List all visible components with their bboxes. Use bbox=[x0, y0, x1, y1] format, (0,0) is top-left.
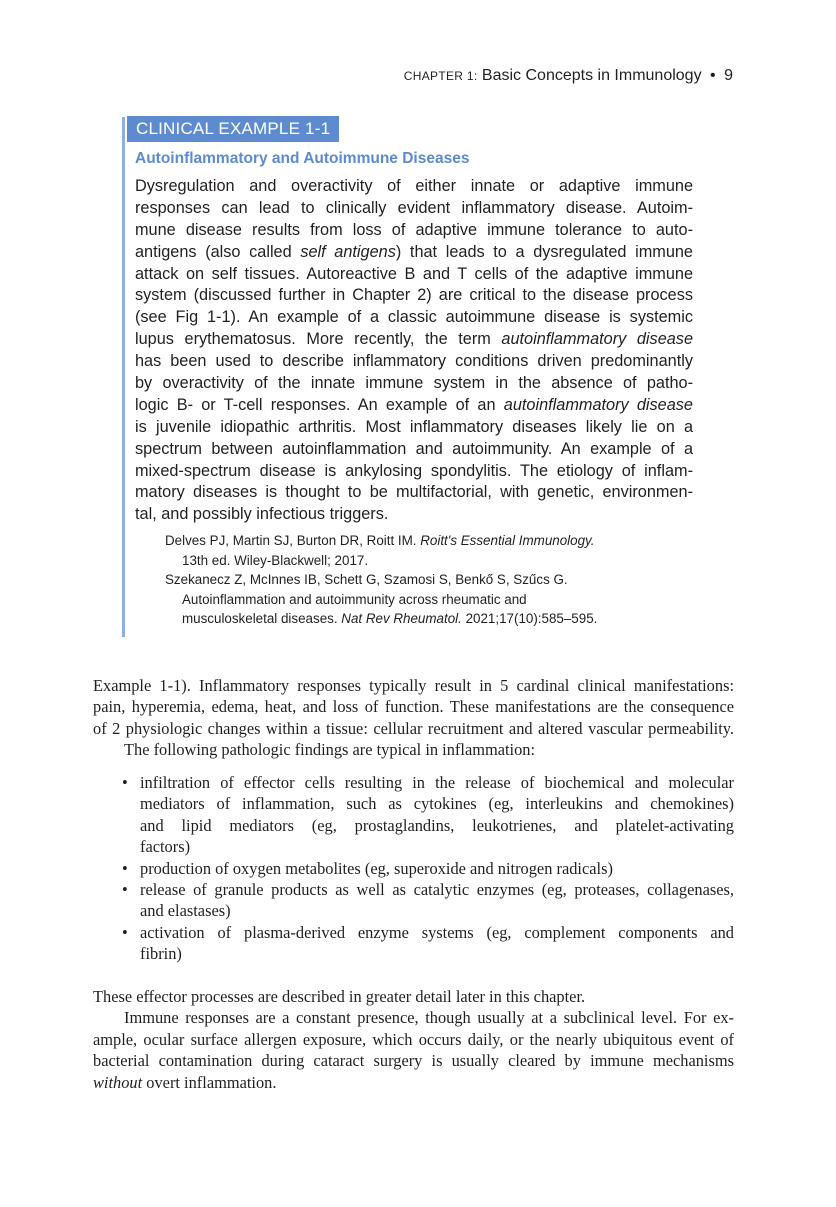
bullet-marker: • bbox=[122, 858, 128, 878]
text-line: infiltration of effector cells resulting in the release of biochemical and molecular bbox=[140, 773, 734, 792]
text-line: Example 1-1). Inflammatory responses typically result in 5 cardinal clinical manifestations: bbox=[93, 676, 734, 695]
text-line: has been used to describe inflammatory conditions driven predominantly bbox=[135, 352, 693, 371]
body-text-continued bbox=[93, 986, 734, 1093]
text-line: (see Fig 1-1). An example of a classic autoimmune disease is systemic bbox=[135, 308, 693, 327]
text-line: These effector processes are described in greater detail later in this chapter. bbox=[93, 987, 586, 1006]
text-line: is juvenile idiopathic arthritis. Most inflammatory diseases likely lie on a bbox=[135, 417, 693, 436]
list-item bbox=[122, 922, 734, 965]
text-line: The following pathologic findings are typical in inflammation: bbox=[124, 740, 536, 760]
bullet-marker: • bbox=[122, 922, 128, 942]
text-line: mixed-spectrum disease is ankylosing spondylitis. The etiology of inflam- bbox=[135, 461, 693, 480]
text-line: release of granule products as well as catalytic enzymes (eg, proteases, collagenases, bbox=[140, 879, 734, 899]
text-line: and elastases) bbox=[140, 901, 231, 921]
text-line: matory diseases is thought to be multifactorial, with genetic, environmen- bbox=[135, 483, 693, 502]
body-text bbox=[93, 675, 734, 761]
clinical-example-heading: Autoinflammatory and Autoimmune Diseases bbox=[135, 150, 470, 167]
running-head bbox=[404, 67, 733, 85]
text-line: responses can lead to clinically evident inflammatory disease. Autoim- bbox=[135, 198, 693, 217]
reference-line: Delves PJ, Martin SJ, Burton DR, Roitt IM. Roitt's Essential Immunology. bbox=[165, 533, 595, 548]
text-line: Immune responses are a constant presence, though usually at a subclinical level. For ex- bbox=[124, 1008, 734, 1028]
chapter-label: CHAPTER 1: bbox=[403, 69, 478, 83]
page-number: 9 bbox=[724, 67, 733, 84]
text-line: without overt inflammation. bbox=[93, 1072, 277, 1092]
text-line: and lipid mediators (eg, prostaglandins, leukotrienes, and platelet-activating bbox=[140, 815, 734, 835]
text-line: Dysregulation and overactivity of either innate or adaptive immune bbox=[135, 177, 693, 195]
chapter-title: Basic Concepts in Immunology bbox=[481, 67, 702, 84]
bullet-separator: • bbox=[710, 67, 716, 84]
text-line: factors) bbox=[140, 837, 191, 857]
text-line: ample, ocular surface allergen exposure, which occurs daily, or the nearly ubiquitous event of bbox=[93, 1029, 734, 1049]
text-line: tal, and possibly infectious triggers. bbox=[135, 505, 389, 524]
text-line: spectrum between autoinflammation and autoimmunity. An example of a bbox=[135, 439, 693, 458]
text-line: pain, hyperemia, edema, heat, and loss of function. These manifestations are the consequence bbox=[93, 697, 734, 717]
reference-line: 13th ed. Wiley-Blackwell; 2017. bbox=[182, 552, 369, 568]
text-line: antigens (also called self antigens) that leads to a dysregulated immune bbox=[135, 242, 693, 261]
text-line: mediators of inflammation, such as cytokines (eg, interleukins and chemokines) bbox=[140, 794, 734, 814]
references bbox=[165, 531, 685, 629]
text-line: system (discussed further in Chapter 2) are critical to the disease process bbox=[135, 286, 693, 305]
list-item bbox=[122, 772, 734, 858]
reference-line: Szekanecz Z, McInnes IB, Schett G, Szamosi S, Benkő S, Szűcs G. bbox=[165, 572, 568, 587]
bullet-list bbox=[122, 772, 734, 965]
list-item bbox=[122, 879, 734, 922]
text-line: attack on self tissues. Autoreactive B and T cells of the adaptive immune bbox=[135, 264, 693, 283]
text-line: mune disease results from loss of adaptive immune tolerance to auto- bbox=[135, 220, 693, 239]
reference-item bbox=[165, 570, 685, 629]
reference-item bbox=[165, 531, 685, 570]
text-line: logic B- or T-cell responses. An example of an autoinflammatory disease bbox=[135, 395, 693, 414]
text-line: bacterial contamination during cataract surgery is usually cleared by immune mechanisms bbox=[93, 1051, 734, 1071]
text-line: lupus erythematosus. More recently, the term autoinflammatory disease bbox=[135, 330, 693, 349]
text-line: of 2 physiologic changes within a tissue: cellular recruitment and altered vascular permeability. bbox=[93, 718, 734, 738]
list-item bbox=[122, 858, 734, 879]
clinical-example-text bbox=[135, 176, 693, 526]
clinical-example-tag: CLINICAL EXAMPLE 1-1 bbox=[127, 116, 339, 142]
text-line: activation of plasma-derived enzyme systems (eg, complement components and bbox=[140, 922, 734, 942]
reference-line: musculoskeletal diseases. Nat Rev Rheumatol. 2021;17(10):585–595. bbox=[182, 611, 598, 626]
reference-line: Autoinflammation and autoimmunity across rheumatic and bbox=[182, 591, 527, 607]
bullet-marker: • bbox=[122, 773, 128, 792]
text-line: by overactivity of the innate immune system in the absence of patho- bbox=[135, 374, 693, 393]
bullet-marker: • bbox=[122, 879, 128, 899]
text-line: production of oxygen metabolites (eg, superoxide and nitrogen radicals) bbox=[140, 858, 613, 878]
text-line: fibrin) bbox=[140, 944, 182, 964]
clinical-example-rule bbox=[122, 117, 125, 637]
